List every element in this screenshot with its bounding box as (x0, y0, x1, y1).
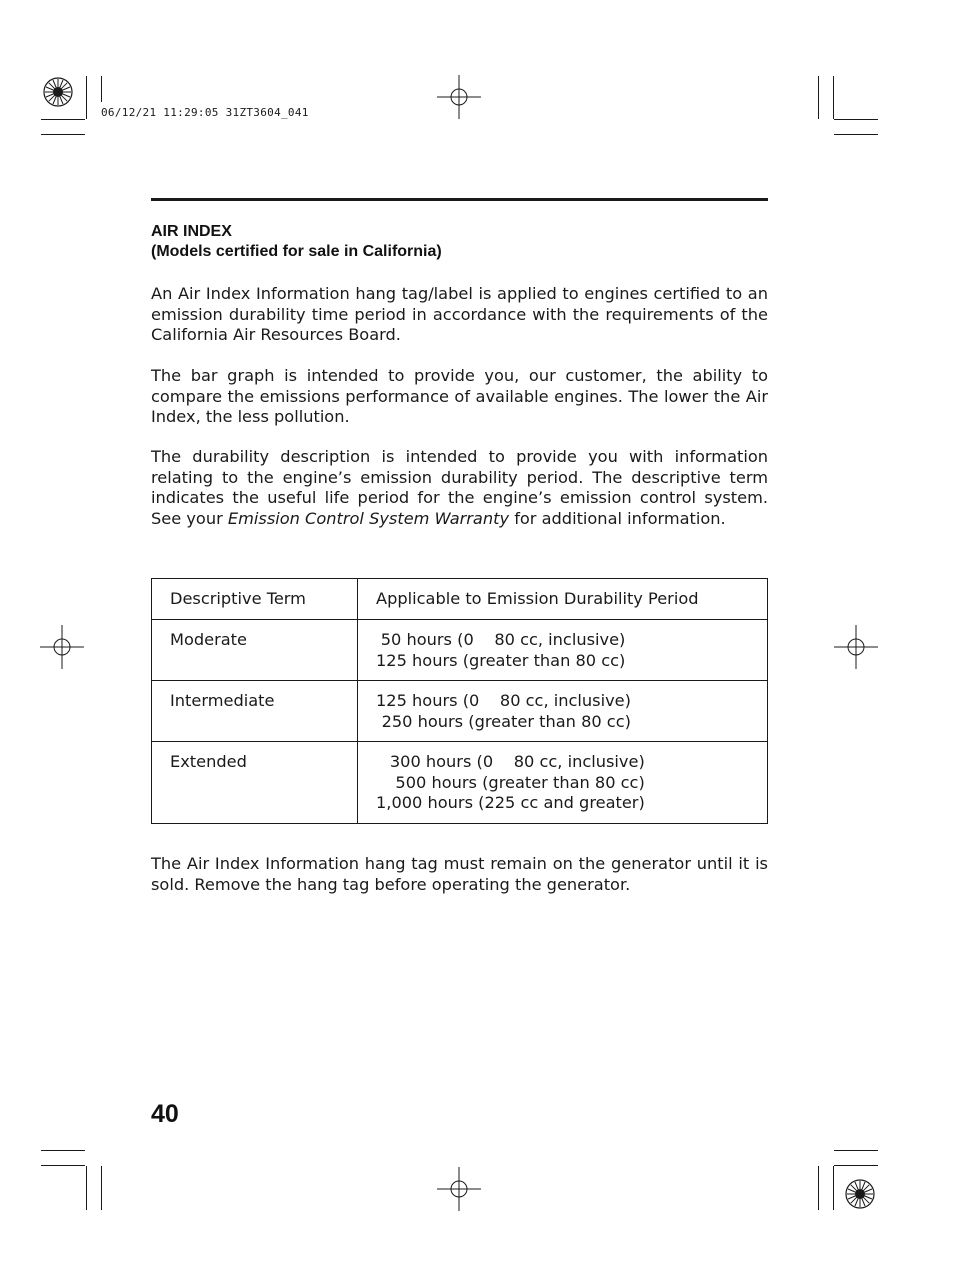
table-cell-period (358, 681, 768, 742)
period-value: 1,000 hours (225 cc and greater) (376, 793, 645, 812)
section-subtitle: (Models certified for sale in California) (151, 243, 442, 260)
period-value: 500 hours (greater than 80 cc) (395, 772, 645, 792)
registration-starburst-icon (43, 77, 73, 107)
table-row (152, 681, 768, 742)
table-cell-period (358, 742, 768, 824)
paragraph-hang-tag-removal: The Air Index Information hang tag must remain on the generator until it is sold. Remove the hang tag before operating the generator. (151, 854, 768, 894)
paragraph-durability-text-end: for additional information. (509, 508, 726, 528)
paragraph-bar-graph: The bar graph is intended to provide you, our customer, the ability to compare the emissions performance of available engines. The lower the Air Index, the less pollution. (151, 366, 768, 426)
term-moderate: Moderate (170, 630, 247, 649)
table-header-row (152, 579, 768, 620)
table-row (152, 742, 768, 824)
table-cell-period (358, 620, 768, 681)
section-title: AIR INDEX (151, 223, 232, 240)
table-header-term-label: Descriptive Term (170, 589, 306, 608)
paragraph-hang-tag-intro: An Air Index Information hang tag/label is applied to engines certified to an emission durability time period in accordance with the requirements of the California Air Resources Board. (151, 284, 768, 344)
registration-crosshair-icon (437, 1167, 481, 1211)
paragraph-durability (151, 447, 768, 529)
table-header-period (358, 579, 768, 620)
table-cell-term (152, 681, 358, 742)
period-value: 250 hours (greater than 80 cc) (381, 711, 631, 731)
paragraph-durability-text: The durability description is intended to provide you with information relating to the engine’s emission durability period. The descriptive term indicates the useful life period for the engine’s emission control system. See your (151, 447, 768, 528)
registration-crosshair-icon (834, 625, 878, 669)
print-stamp: 06/12/21 11:29:05 31ZT3604_041 (101, 106, 309, 119)
period-value: 125 hours (greater than 80 cc) (376, 650, 626, 670)
period-value: 50 hours (0 80 cc, inclusive) (380, 630, 626, 649)
table-row (152, 620, 768, 681)
period-value: 300 hours (0 80 cc, inclusive) (389, 752, 645, 771)
table-cell-term (152, 620, 358, 681)
term-extended: Extended (170, 752, 247, 771)
registration-crosshair-icon (437, 75, 481, 119)
registration-starburst-icon (845, 1179, 875, 1209)
warranty-reference: Emission Control System Warranty (227, 508, 510, 528)
page-number: 40 (151, 1100, 179, 1128)
table-header-period-label: Applicable to Emission Durability Period (376, 589, 699, 608)
registration-crosshair-icon (40, 625, 84, 669)
period-value: 125 hours (0 80 cc, inclusive) (376, 691, 631, 710)
section-rule (151, 198, 768, 201)
table-cell-term (152, 742, 358, 824)
term-intermediate: Intermediate (170, 691, 275, 710)
table-header-term (152, 579, 358, 620)
durability-table (151, 578, 768, 824)
